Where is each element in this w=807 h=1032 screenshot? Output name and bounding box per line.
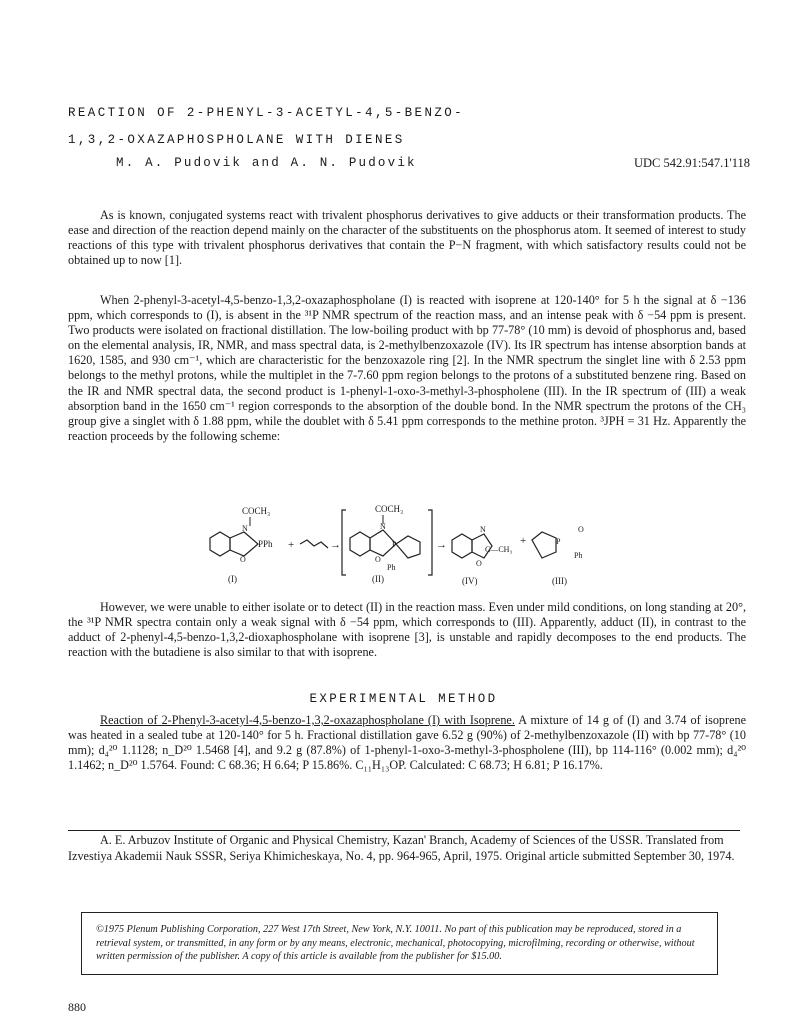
label-iii: (III) xyxy=(552,576,567,586)
n-atom-iv: N xyxy=(480,525,486,534)
paragraph-2 xyxy=(68,293,746,444)
copyright-box xyxy=(81,912,718,975)
title-line-2: 1,3,2-OXAZAPHOSPHOLANE WITH DIENES xyxy=(68,133,405,147)
paragraph-4 xyxy=(68,713,746,773)
acetyl-label-ii: COCH₃ xyxy=(375,504,404,514)
reaction-scheme xyxy=(180,500,620,600)
heteroring-i xyxy=(230,532,258,556)
ph-label-iii: Ph xyxy=(574,551,583,560)
paragraph-3-text: However, we were unable to either isolate or to detect (II) in the reaction mass. Even under mild conditions, on long standing at 20°, the ³¹P NMR spectra contain only a weak signal with δ −54 ppm, which corresponds to (III). Apparently, adduct (II), in contrast to the adduct of 2-phenyl-4,5-benzo-1,3,2-dioxaphospholane with isoprene [3], is unstable and rapidly decomposes to the end products. The reaction with the butadiene is also similar to that with isoprene. xyxy=(68,600,746,660)
page-number: 880 xyxy=(68,1000,86,1014)
n-atom-ii: N xyxy=(380,522,386,531)
o-atom-i: O xyxy=(240,555,246,564)
bracket-left xyxy=(342,510,346,575)
procedure-text: A mixture of 14 g of (I) and 3.74 of isoprene was heated in a sealed tube at 120-140° for 5 h. Fractional distillation gave 6.52 g (90%) of 2-methylbenzoxazole (II) with bp 77-78° (10 mm); d₄²⁰ 1.1128; n_D²⁰ 1.5468 [4], and 9.2 g (87.8%) of 1-phenyl-1-oxo-3-methyl-3-phospholene (III), bp 114-116° (0.002 mm); d₄²⁰ 1.1462; n_D²⁰ 1.5764. Found: C 68.36; H 6.64; P 15.86%. C₁₁H₁₃OP. Calculated: C 68.73; H 6.81; P 16.17%. xyxy=(68,713,746,773)
section-heading: EXPERIMENTAL METHOD xyxy=(309,692,498,706)
paragraph-1-text: As is known, conjugated systems react with trivalent phosphorus derivatives to give adducts or their transformation products. The ease and direction of the reaction depend mainly on the character of the substituents on the phosphorus atom. It seemed of interest to study reactions of this type with trivalent phosphorus derivatives that contain the P−N fragment, with which satisfactory results could not be obtained up to now [1]. xyxy=(68,208,746,268)
pph-label: PPh xyxy=(258,539,273,549)
affiliation-text: A. E. Arbuzov Institute of Organic and Physical Chemistry, Kazan' Branch, Academy of Sciences of the USSR. Translated from Izvestiya Akademii Nauk SSSR, Seriya Khimicheskaya, No. 4, pp. 964-965, April, 1975. Original article submitted September 30, 1974. xyxy=(68,833,735,863)
title-line-1: REACTION OF 2-PHENYL-3-ACETYL-4,5-BENZO- xyxy=(68,106,465,120)
paragraph-3 xyxy=(68,600,746,660)
o-atom-iv: O xyxy=(476,559,482,568)
affiliation-note xyxy=(68,833,746,864)
n-atom-i: N xyxy=(242,524,248,533)
compound-i xyxy=(210,506,273,584)
p-atom-iii: P xyxy=(556,537,561,546)
footnote-rule xyxy=(68,830,740,831)
ph-label-ii: Ph xyxy=(387,563,396,572)
label-i: (I) xyxy=(228,574,237,584)
label-ii: (II) xyxy=(372,574,384,584)
plus-sign-1: + xyxy=(288,539,295,551)
arrow-2: → xyxy=(436,539,447,551)
benzene-ring-i xyxy=(210,532,230,556)
paragraph-2-text: When 2-phenyl-3-acetyl-4,5-benzo-1,3,2-oxazaphospholane (I) is reacted with isoprene at 120-140° for 5 h the signal at δ −136 ppm, which corresponds to (I), is absent in the ³¹P NMR spectrum of the reaction mass, and an intense peak with δ −54 ppm is present. Two products were isolated on fractional distillation. The low-boiling product with bp 77-78° (10 mm) is devoid of phosphorus and, based on the elemental analysis, IR, NMR, and mass spectral data, is 2-methylbenzoxazole (IV). Its IR spectrum has intense absorption bands at 1620, 1585, and 930 cm⁻¹, which are characteristic for the benzoxazole ring [2]. In the NMR spectrum the singlet line with δ 2.53 ppm belongs to the methyl protons, while the multiplet in the 7-7.60 ppm region belongs to the protons of a substituted benzene ring. Based on the IR and NMR spectral data, the second product is 1-phenyl-1-oxo-3-methyl-3-phospholene (III). In the IR spectrum of (III) a weak absorption band in the 1650 cm⁻¹ region corresponds to the absorption of the double bond. In the NMR spectrum the protons of the CH₃ group give a singlet with δ 1.88 ppm, while the doublet with δ 5.41 ppm corresponds to the methine proton. ³JPH = 31 Hz. Apparently the reaction proceeds by the following scheme: xyxy=(68,293,746,443)
authors: M. A. Pudovik and A. N. Pudovik xyxy=(116,156,417,170)
plus-sign-2: + xyxy=(520,535,527,547)
article-title xyxy=(68,100,748,154)
paragraph-1 xyxy=(68,208,746,268)
isoprene-structure xyxy=(300,540,328,548)
copyright-text: ©1975 Plenum Publishing Corporation, 227 West 17th Street, New York, N.Y. 10011. No part of this publication may be reproduced, stored in a retrieval system, or transmitted, in any form or by any means, electronic, mechanical, photocopying, microfilming, recording or otherwise, without written permission of the publisher. A copy of this article is available from the publisher for $15.00. xyxy=(96,924,695,962)
acetyl-label-i: COCH₃ xyxy=(242,506,271,516)
udc-code: UDC 542.91:547.1'118 xyxy=(633,156,750,170)
p-atom-ii: P xyxy=(392,540,397,549)
procedure-heading: Reaction of 2-Phenyl-3-acetyl-4,5-benzo-1,3,2-oxazaphospholane (I) with Isoprene. xyxy=(100,713,515,727)
compound-ii xyxy=(350,504,420,584)
bracket-right xyxy=(428,510,432,575)
label-iv: (IV) xyxy=(462,576,478,586)
o-atom-ii: O xyxy=(375,555,381,564)
methyl-label-iv: C—CH₃ xyxy=(485,545,513,554)
compound-iii xyxy=(532,525,584,586)
compound-iv xyxy=(452,525,512,586)
o-atom-iii: O xyxy=(578,525,584,534)
arrow-1: → xyxy=(330,539,341,551)
